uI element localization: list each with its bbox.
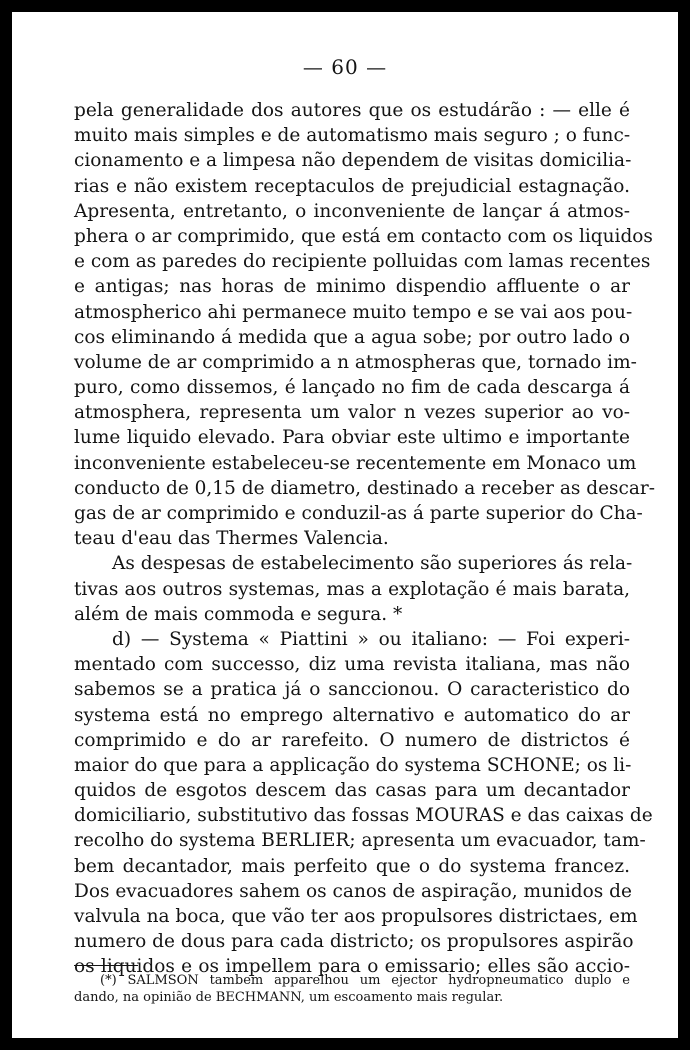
text-line: Apresenta, entretanto, o inconveniente de lançar á atmos- xyxy=(74,200,630,222)
text-line: os liquidos e os impellem para o emissario; elles são accio- xyxy=(74,956,630,978)
page-number: — 60 — xyxy=(302,55,388,79)
text-line: numero de dous para cada districto; os propulsores aspirão xyxy=(74,931,634,953)
book-page xyxy=(12,12,678,1038)
text-line: bem decantador, mais perfeito que o do systema francez. xyxy=(74,855,630,877)
text-line: As despesas de estabelecimento são superiores ás rela- xyxy=(112,553,633,575)
text-line: d) — Systema « Piattini » ou italiano: — Foi experi- xyxy=(112,628,630,650)
paragraph-costs xyxy=(74,551,633,627)
paragraph-continuation xyxy=(74,98,655,551)
text-line: pela generalidade dos autores que os estudárão : — elle é xyxy=(74,100,630,121)
footnote-rule xyxy=(74,965,138,966)
text-line: conducto de 0,15 de diametro, destinado a receber as descar- xyxy=(74,477,655,499)
text-line: atmosphera, representa um valor n vezes superior ao vo- xyxy=(74,402,630,424)
text-line: sabemos se a pratica já o sanccionou. O caracteristico do xyxy=(74,679,630,701)
text-line: e com as paredes do recipiente polluidas com lamas recentes xyxy=(74,251,651,273)
text-line: e antigas; nas horas de minimo dispendio affluente o ar xyxy=(74,276,630,298)
text-line: além de mais commoda e segura. * xyxy=(74,603,403,625)
text-line: domiciliario, substitutivo das fossas MOURAS e das caixas de xyxy=(74,805,653,827)
text-line: teau d'eau das Thermes Valencia. xyxy=(74,528,389,550)
text-line: quidos de esgotos descem das casas para um decantador xyxy=(74,780,630,802)
text-line: maior do que para a applicação do systema SCHONE; os li- xyxy=(74,754,632,776)
text-line: tivas aos outros systemas, mas a explotação é mais barata, xyxy=(74,578,630,600)
text-line: cionamento e a limpesa não dependem de visitas domicilia- xyxy=(74,150,632,172)
footnote xyxy=(74,972,630,1006)
text-line: comprimido e do ar rarefeito. O numero de districtos é xyxy=(74,729,630,751)
text-line: recolho do systema BERLIER; apresenta um evacuador, tam- xyxy=(74,830,646,852)
text-line: puro, como dissemos, é lançado no fim de cada descarga á xyxy=(74,377,630,399)
text-line: muito mais simples e de automatismo mais seguro ; o func- xyxy=(74,125,631,147)
text-line: mentado com successo, diz uma revista italiana, mas não xyxy=(74,654,630,676)
text-line: phera o ar comprimido, que está em contacto com os liquidos xyxy=(74,225,653,247)
footnote-line: (*) SALMSON tambem apparelhou um ejector hydropneumatico duplo e xyxy=(100,973,630,988)
text-line: lume liquido elevado. Para obviar este ultimo e importante xyxy=(74,427,630,449)
text-line: atmospherico ahi permanece muito tempo e se vai aos pou- xyxy=(74,301,633,323)
text-line: cos eliminando á medida que a agua sobe; por outro lado o xyxy=(74,326,630,348)
text-line: valvula na boca, que vão ter aos propulsores districtaes, em xyxy=(74,906,638,927)
text-line: gas de ar comprimido e conduzil-as á parte superior do Cha- xyxy=(74,503,643,524)
text-line: rias e não existem receptaculos de prejudicial estagnação. xyxy=(74,175,630,197)
text-line: Dos evacuadores sahem os canos de aspiração, munidos de xyxy=(74,880,632,902)
text-line: inconveniente estabeleceu-se recentemente em Monaco um xyxy=(74,452,637,474)
paragraph-piattini-system xyxy=(74,627,653,980)
text-line: volume de ar comprimido a n atmospheras que, tornado im- xyxy=(74,351,637,373)
text-line: systema está no emprego alternativo e automatico do ar xyxy=(74,704,630,726)
footnote-line: dando, na opinião de BECHMANN, um escoamento mais regular. xyxy=(74,990,504,1005)
body-text xyxy=(74,98,655,980)
